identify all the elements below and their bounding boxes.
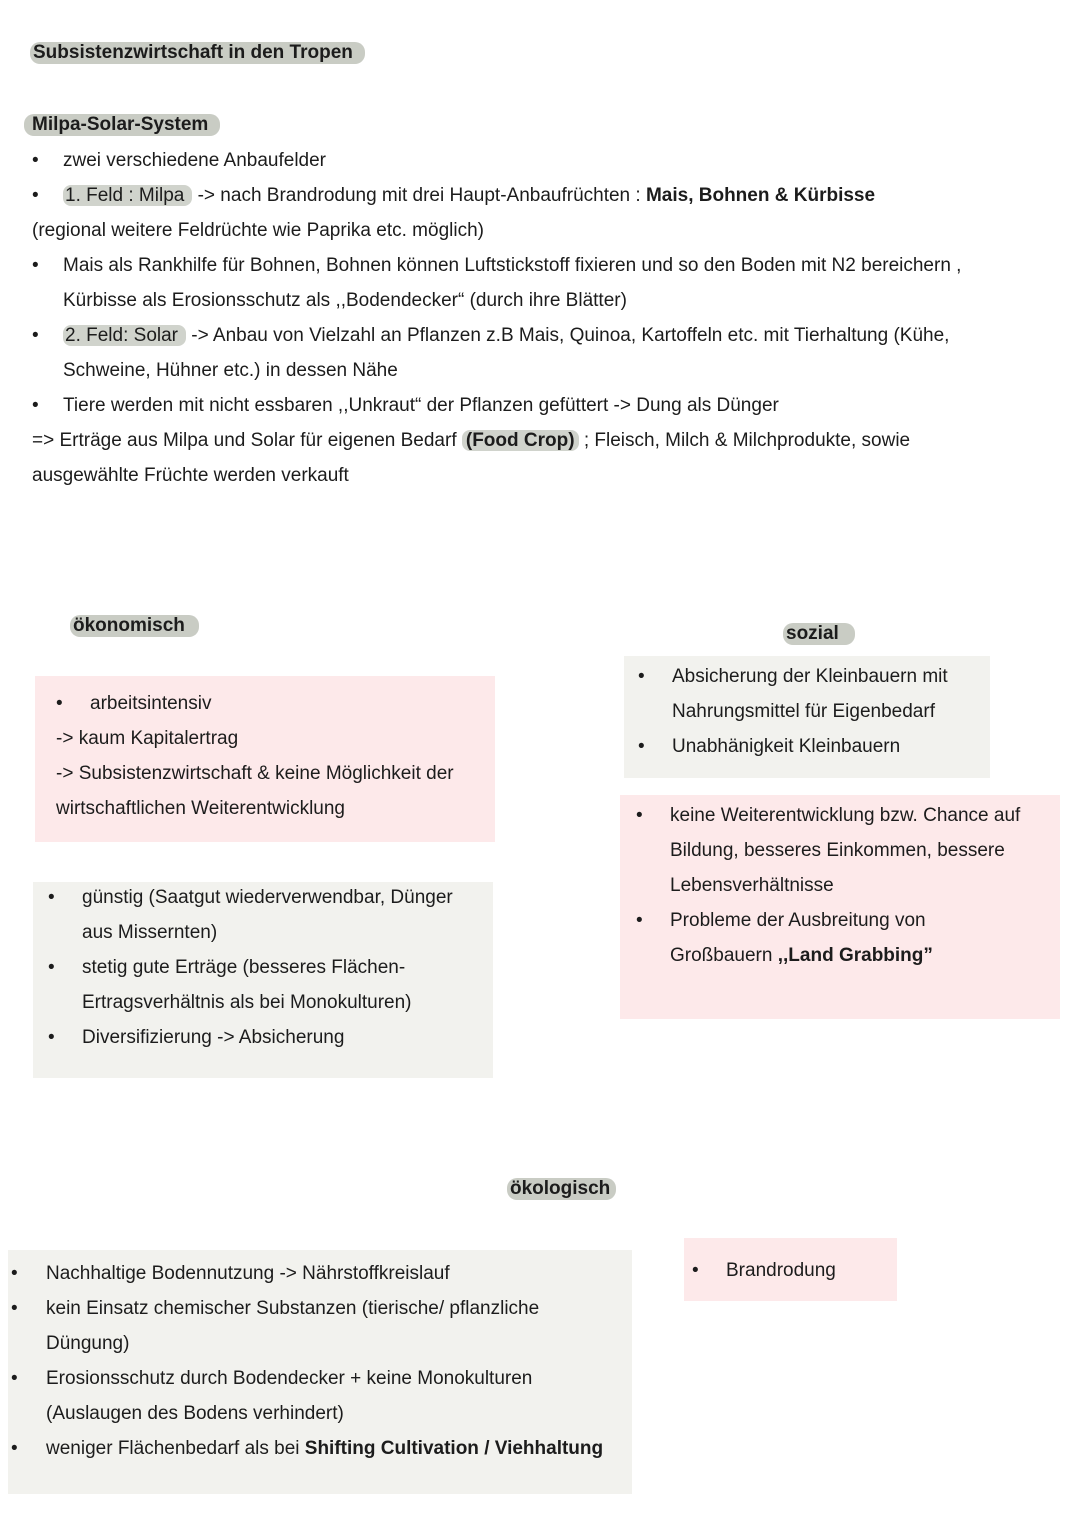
- list-item: • Tiere werden mit nicht essbaren ,,Unkraut“ der Pflanzen gefüttert -> Dung als Dünger: [32, 395, 779, 416]
- oekonomisch-heading: ökonomisch: [70, 615, 199, 637]
- list-line: -> Subsistenzwirtschaft & keine Möglichkeit der: [56, 763, 454, 784]
- sozial-negative-box: [620, 795, 1060, 1019]
- list-item: • kein Einsatz chemischer Substanzen (tierische/ pflanzliche Düngung): [11, 1298, 540, 1354]
- list-item: • zwei verschiedene Anbaufelder: [32, 150, 327, 171]
- list-item: • Unabhänigkeit Kleinbauern: [638, 736, 901, 757]
- list-item: • 1. Feld : Milpa -> nach Brandrodung mit drei Haupt-Anbaufrüchten : Mais, Bohnen & Kürbisse: [32, 185, 876, 206]
- list-line: -> kaum Kapitalertrag: [56, 728, 239, 749]
- section-heading: Milpa-Solar-System: [24, 114, 220, 136]
- intro-list: [32, 143, 1052, 493]
- list-item: • keine Weiterentwicklung bzw. Chance auf Bildung, besseres Einkommen, bessere Lebensverhältnisse: [636, 805, 1021, 896]
- oekonomisch-negative-box: [35, 676, 495, 842]
- list-item-continuation: (regional weitere Feldrüchte wie Paprika etc. möglich): [32, 220, 484, 241]
- sozial-heading: sozial: [783, 623, 855, 645]
- list-item: • arbeitsintensiv: [56, 693, 212, 714]
- conclusion-continuation: ausgewählte Früchte werden verkauft: [32, 465, 349, 486]
- list-item: • 2. Feld: Solar -> Anbau von Vielzahl an Pflanzen z.B Mais, Quinoa, Kartoffeln etc. mit Tierhaltung (Kühe, Schweine, Hühner etc.) in dessen Nähe: [32, 325, 950, 381]
- list-item: • stetig gute Erträge (besseres Flächen- Ertragsverhältnis als bei Monokulturen): [48, 957, 412, 1013]
- sozial-positive-box: [624, 656, 990, 778]
- list-item: • Probleme der Ausbreitung von Großbauern ,,Land Grabbing”: [636, 910, 933, 966]
- list-item: • Brandrodung: [692, 1260, 836, 1281]
- oekologisch-negative-box: [684, 1238, 897, 1301]
- list-item: • Nachhaltige Bodennutzung -> Nährstoffkreislauf: [11, 1263, 450, 1284]
- list-line: wirtschaftlichen Weiterentwicklung: [56, 798, 345, 819]
- page-title: Subsistenzwirtschaft in den Tropen: [30, 42, 365, 64]
- oekonomisch-positive-box: [33, 882, 493, 1078]
- list-item: • weniger Flächenbedarf als bei Shifting Cultivation / Viehhaltung: [11, 1438, 604, 1459]
- list-item: • Mais als Rankhilfe für Bohnen, Bohnen können Luftstickstoff fixieren und so den Boden mit N2 bereichern , Kürbisse als Erosionsschutz als ,,Bodendecker“ (durch ihre Blätter): [32, 255, 962, 311]
- list-item: • Erosionsschutz durch Bodendecker + keine Monokulturen (Auslaugen des Bodens verhindert): [11, 1368, 533, 1424]
- list-item: • Absicherung der Kleinbauern mit Nahrungsmittel für Eigenbedarf: [638, 666, 948, 722]
- oekologisch-heading: ökologisch: [507, 1178, 616, 1200]
- conclusion: => Erträge aus Milpa und Solar für eigenen Bedarf (Food Crop) ; Fleisch, Milch & Milchprodukte, sowie: [32, 430, 911, 451]
- list-item: • günstig (Saatgut wiederverwendbar, Dünger aus Missernten): [48, 887, 453, 943]
- oekologisch-positive-box: [8, 1250, 632, 1494]
- list-item: • Diversifizierung -> Absicherung: [48, 1027, 345, 1048]
